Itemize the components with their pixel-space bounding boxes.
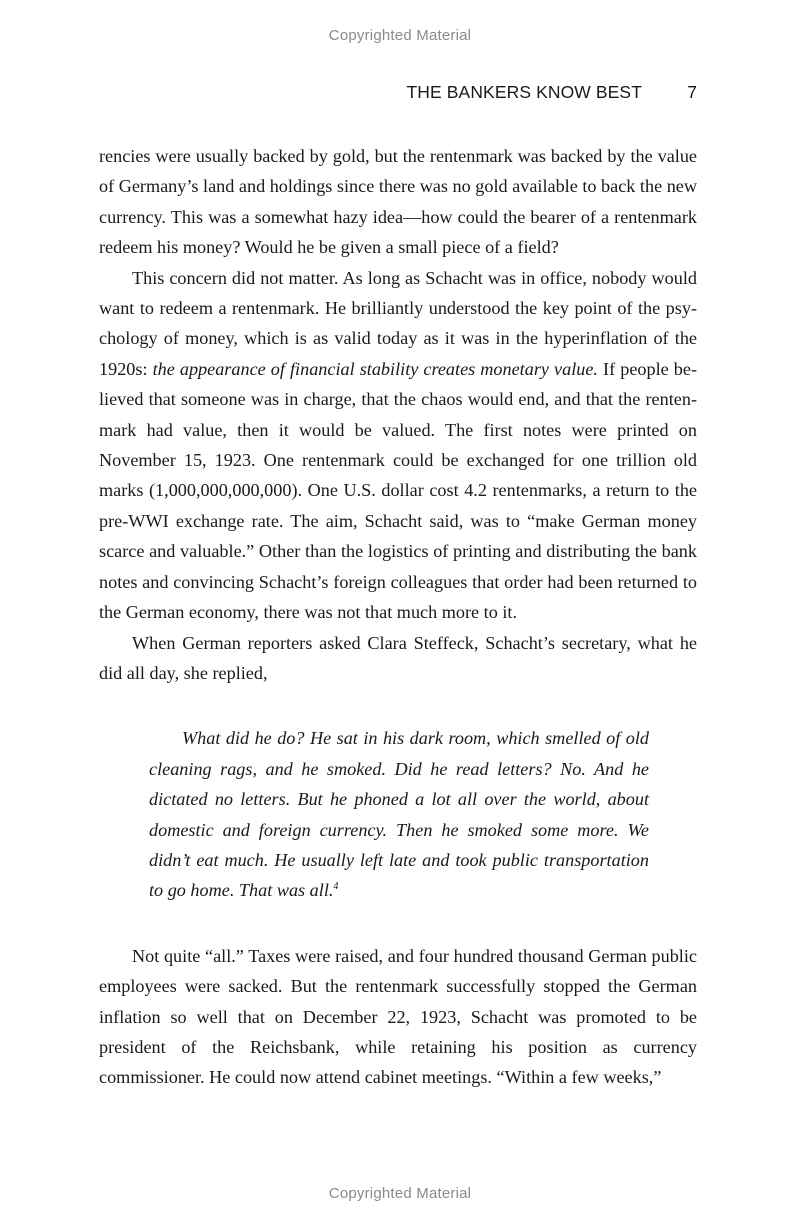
paragraph-3: When German reporters asked Clara Steffeck, Schacht’s secretary, what he did all day, she replied, <box>99 632 697 683</box>
paragraph-2-end: If people believed that someone was in charge, that the chaos would end, and that the rentenmark had value, then it would be valued. The first notes were printed on November 15, 1923. One rentenmark could be exchanged for one trillion old marks (1,000,000,000,000). One U.S. dollar cost 4.2 rentenmarks, a return to the pre-WWI exchange rate. The aim, Schacht said, was to “make German money scarce and valuable.” Other than the logistics of printing and distributing the bank notes and convincing Schacht’s foreign colleagues that order had been returned to the German economy, there was not that much more to it. <box>99 358 697 623</box>
paragraph-2-start: This concern did not matter. As long as Schacht was in office, nobody would want to redeem a rentenmark. He brilliantly understood the key point of the psychology of money, which is as valid today as it was in the hyperinflation of the 1920s: <box>99 267 697 379</box>
copyright-watermark-top: Copyrighted Material <box>328 27 472 44</box>
running-header <box>99 82 697 106</box>
paragraph-4: Not quite “all.” Taxes were raised, and four hundred thousand German public employees were sacked. But the rentenmark successfully stopped the German inflation so well that on December 22, 1923, Schacht was promoted to be president of the Reichsbank, while retaining his position as currency commissioner. He could now attend cabinet meetings. “Within a few weeks,” <box>99 945 697 1088</box>
block-quote-text: What did he do? He sat in his dark room, which smelled of old cleaning rags, and he smoked. Did he read letters? No. And he dictated no letters. But he phoned a lot all over the world, about domestic and foreign currency. Then he smoked some more. We didn’t eat much. He usually left late and took public transportation to go home. That was all. <box>149 728 649 901</box>
body-text <box>99 141 697 1093</box>
block-quote <box>149 723 649 905</box>
copyright-watermark-bottom: Copyrighted Material <box>328 1185 472 1202</box>
paragraph-2 <box>99 263 697 628</box>
footnote-marker: 4 <box>333 881 339 893</box>
paragraph-1: rencies were usually backed by gold, but the rentenmark was backed by the value of Germany’s land and holdings since there was no gold available to back the new currency. This was a somewhat hazy idea—how could the bearer of a rentenmark redeem his money? Would he be given a small piece of a field? <box>99 146 697 258</box>
running-head-title: THE BANKERS KNOW BEST <box>406 82 642 102</box>
page-number: 7 <box>687 82 697 102</box>
paragraph-2-italic: the appearance of financial stability creates monetary value. <box>152 358 598 379</box>
